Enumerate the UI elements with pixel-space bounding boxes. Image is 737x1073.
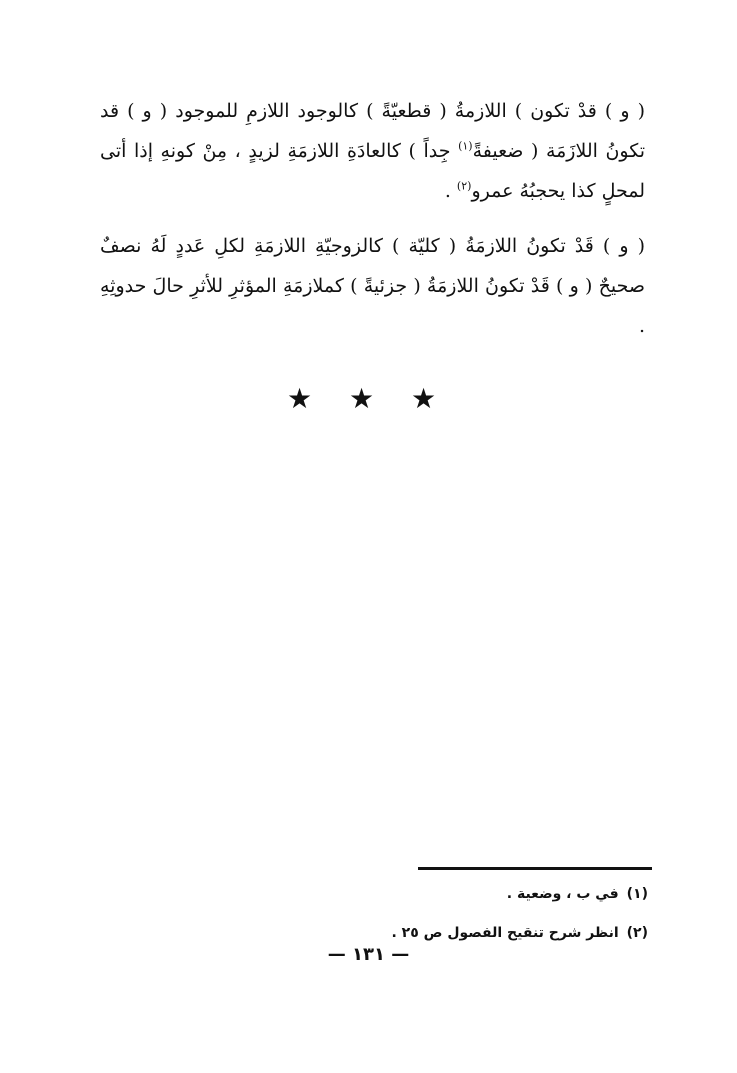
body-paragraph-2: ( و ) قَدْ تكونُ اللازمَةُ ( كليّة ) كالزوجيّةِ اللازمَةِ لكلِ عَددٍ لَهُ نصفٌ صحيحٌ ( و ) قَدْ تكونُ اللازمَةُ ( جزئيةً ) كملازمَةِ المؤثرِ للأثرِ حالَ حدوثِهِ .: [100, 235, 645, 337]
footnote-ref-2: (٢): [456, 179, 472, 193]
page-number: — ١٣١ —: [327, 944, 410, 965]
footnote-ref-1: (١): [458, 139, 473, 153]
footnote-2-text: انظر شرح تنقيح الفصول ص ٢٥ .: [391, 925, 619, 941]
paragraph-1-part-c: .: [444, 180, 457, 202]
footnote-1-text: في ب ، وضعية .: [506, 886, 619, 902]
footnote-1: [248, 883, 648, 905]
paragraph-1-part-b: جِداً ) كالعادَةِ اللازمَةِ لزيدٍ ، مِنْ كونهِ إذا أتى لمحلٍ كذا يحجبُهُ عمرو: [100, 140, 645, 202]
paragraph-1-part-a: ( و ) قدْ تكون ) اللازمةُ ( قطعيّةً ) كالوجود اللازمِ للموجود ( و ) قد تكونُ اللازَمَة ( ضعيفةً: [100, 100, 646, 162]
footnote-2: [248, 922, 648, 944]
footnote-divider: [418, 867, 652, 870]
section-separator-stars: ★ ★ ★: [286, 382, 451, 415]
footnote-2-marker: (٢): [626, 925, 648, 941]
footnote-1-marker: (١): [626, 886, 648, 902]
body-paragraph-1: [100, 91, 645, 211]
